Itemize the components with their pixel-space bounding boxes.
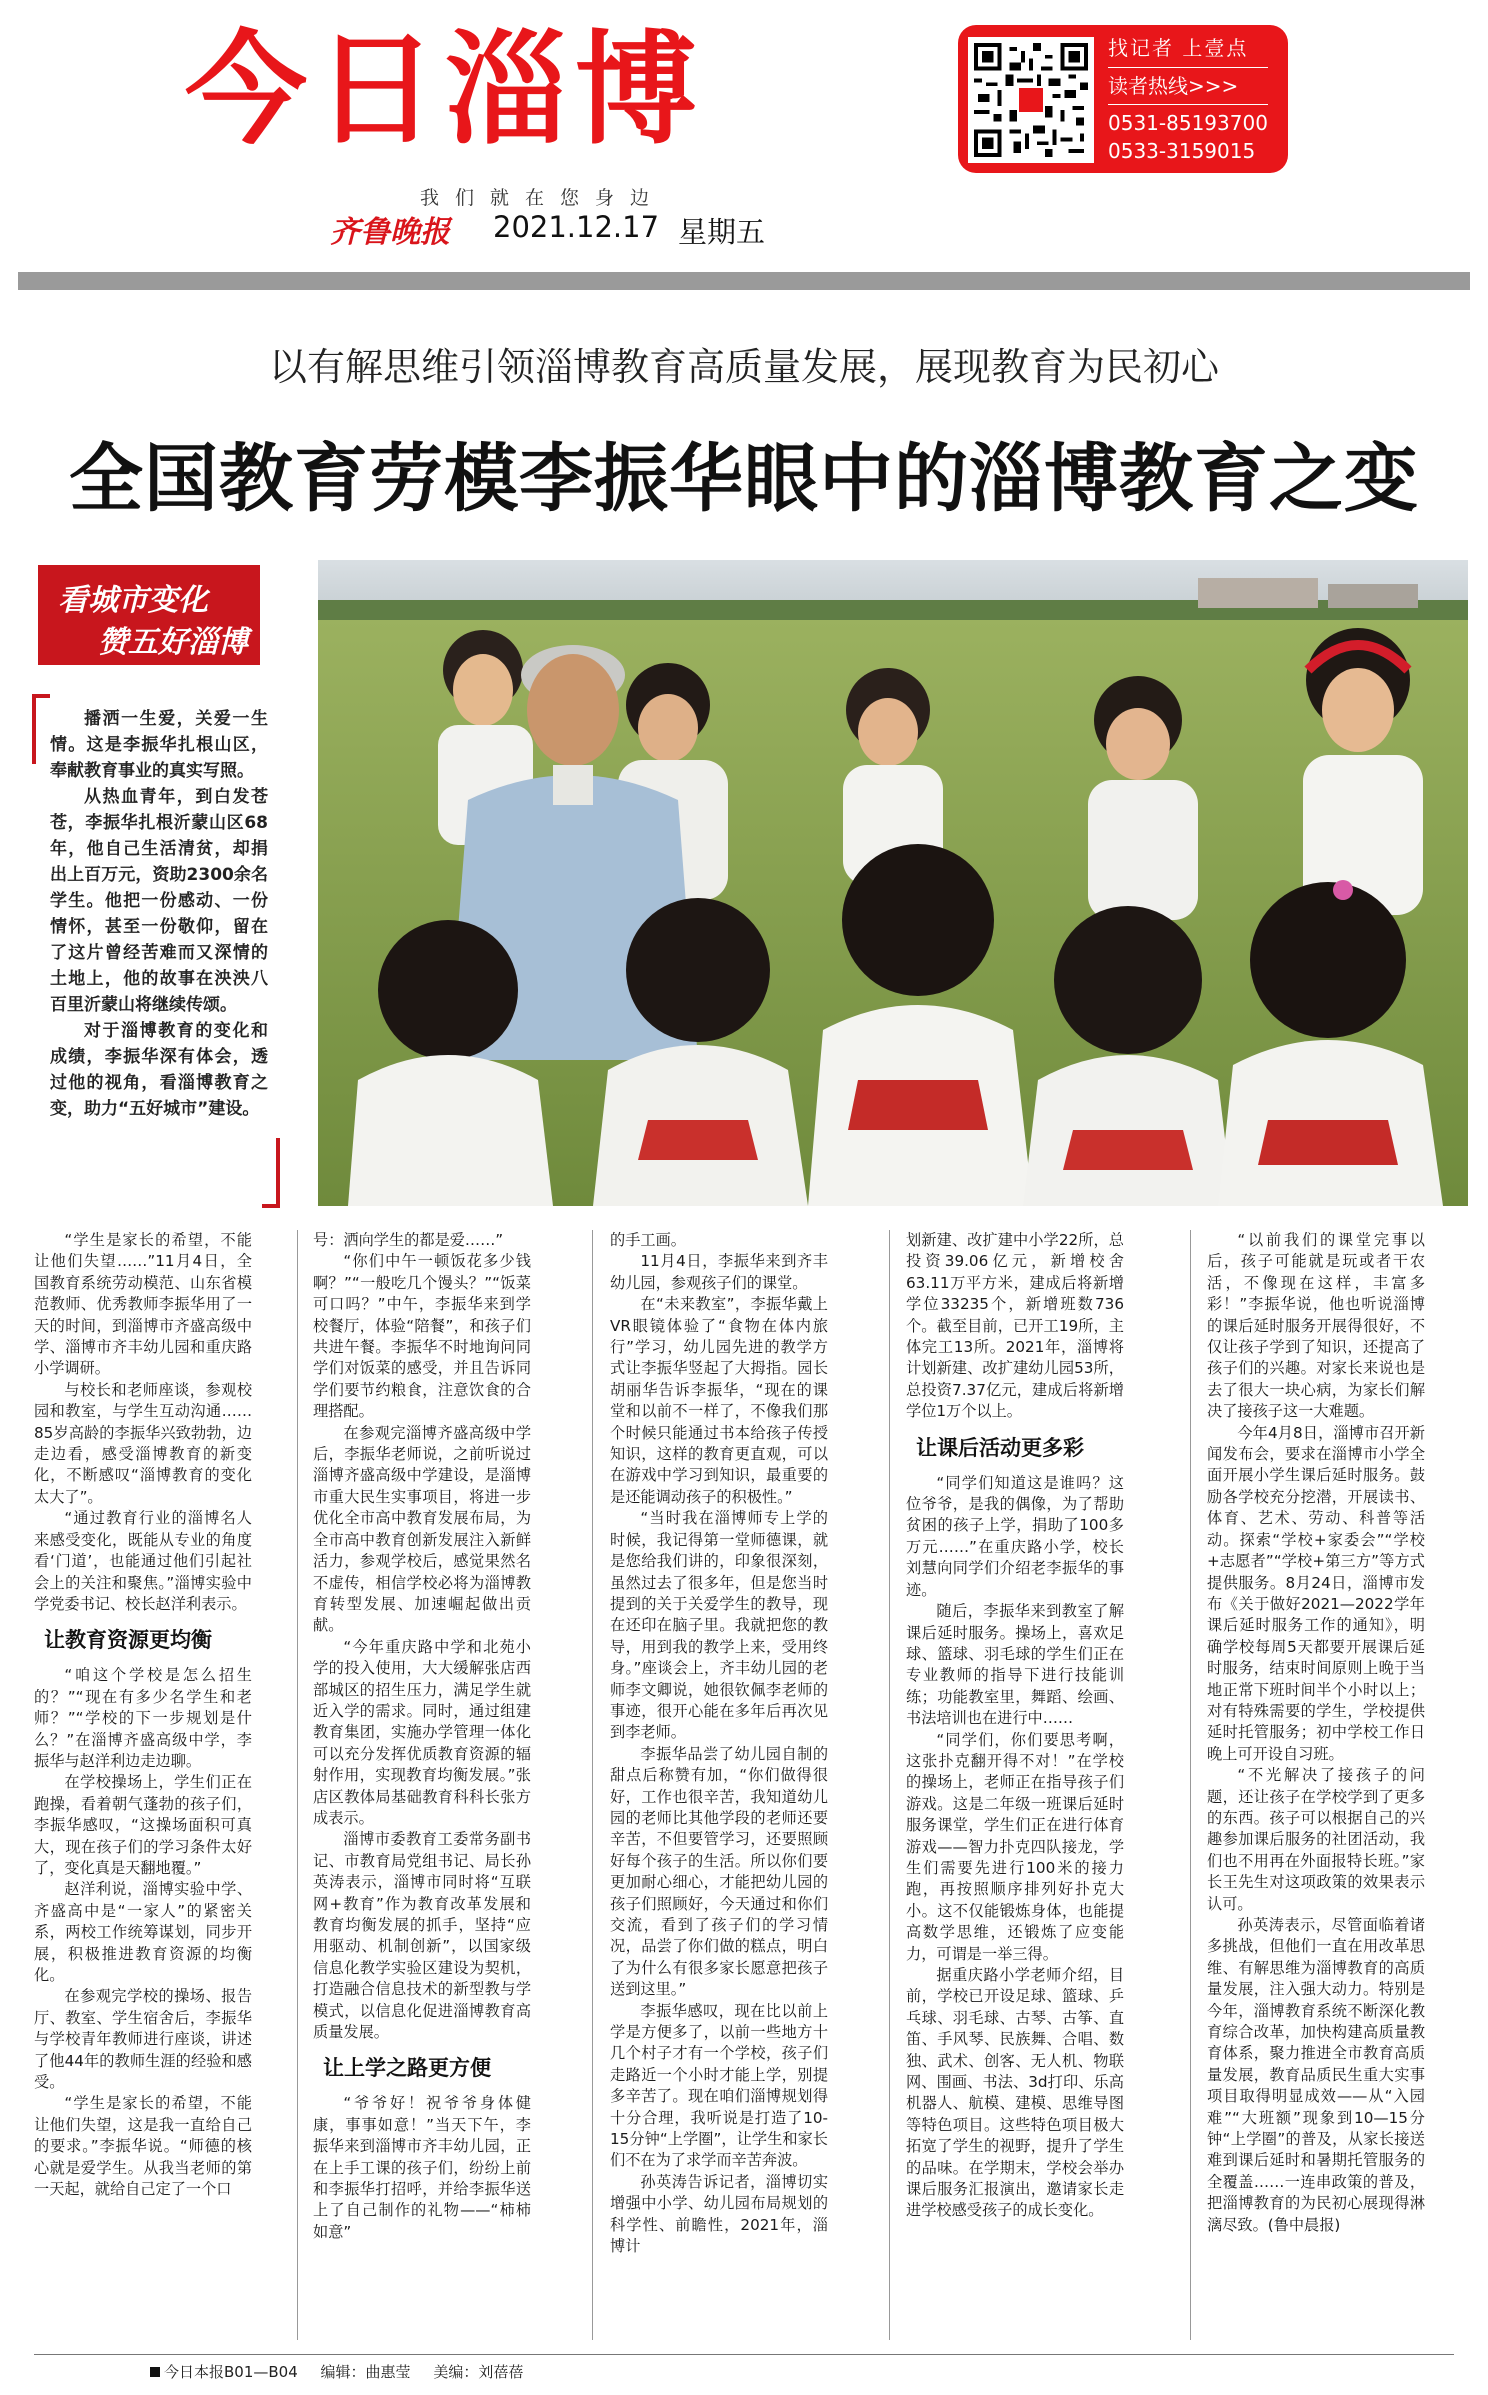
qr-code-icon[interactable] xyxy=(968,37,1094,163)
body-paragraph: 李振华感叹，现在比以前上学是方便多了，以前一些地方十几个村子才有一个学校，孩子们走路近一个小时才能上学，别提多辛苦了。现在咱们淄博规划得十分合理，我听说是打造了10-15分钟“上学圈”，让学生和家长们不在为了求学而辛苦奔波。 xyxy=(610,2001,828,2170)
body-paragraph: “以前我们的课堂完事以后，孩子可能就是玩或者干农活，不像现在这样，丰富多彩！”李振华说，他也听说淄博的课后延时服务开展得很好，不仅让孩子学到了知识，还提高了孩子们的兴趣。对家长来说也是去了很大一块心病，为家长们解决了接孩子这一大难题。 xyxy=(1207,1231,1425,1421)
masthead-tagline: 我们就在您身边 xyxy=(420,187,666,209)
section-heading: 让教育资源更均衡 xyxy=(44,1628,212,1653)
bracket-bottom-right xyxy=(262,1138,280,1208)
section-heading: 让上学之路更方便 xyxy=(323,2056,491,2081)
body-paragraph: 据重庆路小学老师介绍，目前，学校已开设足球、篮球、乒乓球、羽毛球、古琴、古筝、直笛、手风琴、民族舞、合唱、数独、武术、创客、无人机、物联网、围画、书法、3d打印、乐高机器人、航模、建模、思维导图等特色项目。这些特色项目极大拓宽了学生的视野，提升了学生的品味。在学期末，学校会举办课后服务汇报演出，邀请家长走进学校感受孩子的成长变化。 xyxy=(906,1966,1124,2220)
body-paragraph: “今年重庆路中学和北苑小学的投入使用，大大缓解张店西部城区的招生压力，满足学生就近入学的需求。同时，通过组建教育集团，实施办学管理一体化可以充分发挥优质教育资源的辐射作用，实现教育均衡发展。”张店区教体局基础教育科科长张方成表示。 xyxy=(313,1637,531,1827)
body-paragraph: “学生是家长的希望，不能让他们失望……”11月4日，全国教育系统劳动模范、山东省模范教师、优秀教师李振华用了一天的时间，到淄博市齐盛高级中学、淄博市齐丰幼儿园和重庆路小学调研。 xyxy=(34,1231,252,1378)
bracket-top-left xyxy=(32,694,50,764)
footer-rule xyxy=(34,2354,1454,2355)
issue-date: 2021.12.17 xyxy=(493,210,660,244)
body-paragraph: 今年4月8日，淄博市召开新闻发布会，要求在淄博市小学全面开展小学生课后延时服务。鼓励各学校充分挖潜，开展读书、体育、艺术、劳动、科普等活动。探索“学校+家委会”“学校+志愿者”“学校+第三方”等方式提供服务。8月24日，淄博市发布《关于做好2021—2022学年课后延时服务工作的通知》，明确学校每周5天都要开展课后延时服务，结束时间原则上晚于当地正常下班时间半个小时以上；对有特殊需要的学生，学校提供延时托管服务；初中学校工作日晚上可开设自习班。 xyxy=(1207,1423,1425,1763)
hotline-phone-1[interactable]: 0531-85193700 xyxy=(1108,111,1268,135)
body-paragraph: “不光解决了接孩子的问题，还让孩子在学校学到了更多的东西。孩子可以根据自己的兴趣参加课后服务的社团活动，我们也不用再在外面报特长班。”家长王先生对这项政策的效果表示认可。 xyxy=(1207,1766,1425,1913)
footer-pages: 今日本报B01—B04 xyxy=(164,2363,298,2381)
body-paragraph: 淄博市委教育工委常务副书记、市教育局党组书记、局长孙英涛表示，淄博市同时将“互联网+教育”作为教育改革发展和教育均衡发展的抓手，坚持“应用驱动、机制创新”，以国家级信息化教学实验区建设为契机，打造融合信息技术的新型教与学模式，以信息化促进淄博教育高质量发展。 xyxy=(313,1830,531,2042)
hotline-box xyxy=(958,25,1288,173)
body-paragraph: “同学们，你们要思考啊，这张扑克翻开得不对！”在学校的操场上，老师正在指导孩子们游戏。这是二年级一班课后延时服务课堂，学生们正在进行体育游戏——智力扑克四队接龙，学生们需要先进行100米的接力跑，再按照顺序排列好扑克大小。这不仅能锻炼身体，也能提高数学思维，还锻炼了应变能力，可谓是一举三得。 xyxy=(906,1730,1124,1963)
news-photo xyxy=(318,560,1468,1206)
body-paragraph: “爷爷好！祝爷爷身体健康，事事如意！”当天下午，李振华来到淄博市齐丰幼儿园，正在上手工课的孩子们，纷纷上前和李振华打招呼，并给李振华送上了自己制作的礼物——“柿柿如意” xyxy=(313,2094,531,2241)
badge-line-2: 赞五好淄博 xyxy=(98,625,248,660)
hotline-divider xyxy=(1108,104,1268,105)
body-paragraph: 孙英涛告诉记者，淄博切实增强中小学、幼儿园布局规划的科学性、前瞻性，2021年，淄博计 xyxy=(610,2172,828,2256)
column-divider xyxy=(889,1230,890,2340)
column-divider xyxy=(1190,1230,1191,2340)
intro-paragraph: 从热血青年，到白发苍苍，李振华扎根沂蒙山区68年，他自己生活清贫，却捐出上百万元，资助2300余名学生。他把一份感动、一份情怀，甚至一份敬仰，留在了这片曾经苦难而又深情的土地上，他的故事在泱泱八百里沂蒙山将继续传颂。 xyxy=(50,787,268,1015)
intro-paragraph: 播洒一生爱，关爱一生情。这是李振华扎根山区，奉献教育事业的真实写照。 xyxy=(50,709,268,781)
article-column-2 xyxy=(313,1230,531,2243)
article-column-3 xyxy=(610,1230,828,2258)
article-column-5 xyxy=(1207,1230,1425,2236)
body-paragraph: “学生是家长的希望，不能让他们失望，这是我一直给自己的要求。”李振华说。“师德的核心就是爱学生。从我当老师的第一天起，就给自己定了一个口 xyxy=(34,2094,252,2199)
column-divider xyxy=(297,1230,298,2340)
body-paragraph: 11月4日，李振华来到齐丰幼儿园，参观孩子们的课堂。 xyxy=(610,1252,828,1292)
column-badge xyxy=(38,565,260,665)
article-headline: 全国教育劳模李振华眼中的淄博教育之变 xyxy=(69,436,1419,522)
body-paragraph: 与校长和老师座谈，参观校园和教室，与学生互动沟通……85岁高龄的李振华兴致勃勃，边走边看，感受淄博教育的新变化，不断感叹“淄博教育的变化太大了”。 xyxy=(34,1380,252,1506)
body-paragraph: 在参观完学校的操场、报告厅、教室、学生宿舍后，李振华与学校青年教师进行座谈，讲述了他44年的教师生涯的经验和感受。 xyxy=(34,1987,252,2092)
body-paragraph: 随后，李振华来到教室了解课后延时服务。操场上，喜欢足球、篮球、羽毛球的学生们正在专业教师的指导下进行技能训练；功能教室里，舞蹈、绘画、书法培训也在进行中…… xyxy=(906,1602,1124,1728)
body-paragraph: “通过教育行业的淄博名人来感受变化，既能从专业的角度看‘门道’，也能通过他们引起社会上的关注和聚焦。”淄博实验中学党委书记、校长赵洋利表示。 xyxy=(34,1509,252,1613)
hotline-label: 读者热线>>> xyxy=(1108,74,1239,98)
body-paragraph: 在学校操场上，学生们正在跑操，看着朝气蓬勃的孩子们，李振华感叹，“这操场面积可真大，现在孩子们的学习条件太好了，变化真是天翻地覆。” xyxy=(34,1773,252,1877)
body-paragraph: “同学们知道这是谁吗？这位爷爷，是我的偶像，为了帮助贫困的孩子上学，捐助了100多万元……”在重庆路小学，校长刘慧向同学们介绍老李振华的事迹。 xyxy=(906,1473,1124,1599)
body-paragraph: 划新建、改扩建中小学22所，总投资39.06亿元，新增校舍63.11万平方米，建成后将新增学位33235个，新增班数736个。截至目前，已开工19所，主体完工13所。2021年，淄博将计划新建、改扩建幼儿园53所，总投资7.37亿元，建成后将新增学位1万个以上。 xyxy=(906,1231,1124,1421)
footer-editor: 编辑：曲惠莹 xyxy=(320,2363,411,2381)
footer-designer: 美编：刘蓓蓓 xyxy=(433,2363,524,2381)
body-paragraph: “当时我在淄博师专上学的时候，我记得第一堂师德课，就是您给我们讲的，印象很深刻，虽然过去了很多年，但是您当时提到的关于关爱学生的教导，现在还印在脑子里。我就把您的教导，用到我的教学上来，受用终身。”座谈会上，齐丰幼儿园的老师李文卿说，她很钦佩李老师的事迹，很开心能在多年后再次见到李老师。 xyxy=(610,1509,828,1742)
hotline-divider xyxy=(1108,67,1268,68)
body-paragraph: 李振华品尝了幼儿园自制的甜点后称赞有加，“你们做得很好，工作也很辛苦，我知道幼儿园的老师比其他学段的老师还要辛苦，不但要管学习，还要照顾好每个孩子的生活。所以你们要更加耐心细心，才能把幼儿园的孩子们照顾好，今天通过和你们交流，看到了孩子们的学习情况，品尝了你们做的糕点，明白了为什么有很多家长愿意把孩子送到这里。” xyxy=(610,1744,828,1999)
column-divider xyxy=(592,1230,593,2340)
article-column-1 xyxy=(34,1230,252,2200)
intro-text xyxy=(50,706,268,1122)
badge-line-1: 看城市变化 xyxy=(58,583,208,618)
article-column-4 xyxy=(906,1230,1124,2222)
intro-paragraph: 对于淄博教育的变化和成绩，李振华深有体会，透过他的视角，看淄博教育之变，助力“五好城市”建设。 xyxy=(50,1021,268,1119)
footer-square-icon xyxy=(150,2367,160,2377)
masthead-title: 今日淄博 xyxy=(185,19,705,161)
body-paragraph: 的手工画。 xyxy=(610,1231,686,1249)
body-paragraph: 号：洒向学生的都是爱……” xyxy=(313,1231,504,1249)
masthead-divider-bar xyxy=(18,272,1470,290)
body-paragraph: “咱这个学校是怎么招生的？”“现在有多少名学生和老师？”“学校的下一步规划是什么？”在淄博齐盛高级中学，李振华与赵洋利边走边聊。 xyxy=(34,1666,252,1770)
body-paragraph: 在参观完淄博齐盛高级中学后，李振华老师说，之前听说过淄博齐盛高级中学建设，是淄博市重大民生实事项目，将进一步优化全市高中教育发展布局，为全市高中教育创新发展注入新鲜活力，参观学校后，感觉果然名不虚传，相信学校必将为淄博教育转型发展、加速崛起做出贡献。 xyxy=(313,1423,531,1635)
body-paragraph: 孙英涛表示，尽管面临着诸多挑战，但他们一直在用改革思维、有解思维为淄博教育的高质量发展，注入强大动力。特别是今年，淄博教育系统不断深化教育综合改革，加快构建高质量教育体系，聚力推进全市教育高质量发展，教育品质民生重大实事项目取得明显成效——从“入园难”“大班额”现象到10—15分钟“上学圈”的普及，从家长接送难到课后延时和暑期托管服务的全覆盖……一连串政策的普及，把淄博教育的为民初心展现得淋漓尽致。(鲁中晨报) xyxy=(1207,1916,1425,2234)
page-footer xyxy=(150,2361,541,2382)
issue-weekday: 星期五 xyxy=(678,215,766,249)
article-kicker: 以有解思维引领淄博教育高质量发展，展现教育为民初心 xyxy=(268,345,1219,389)
section-heading: 让课后活动更多彩 xyxy=(916,1435,1084,1460)
body-paragraph: “你们中午一顿饭花多少钱啊？”“一般吃几个馒头？”“饭菜可口吗？”中午，李振华来到学校餐厅，体验“陪餐”，和孩子们共进午餐。李振华不时地询问同学们对饭菜的感受，并且告诉同学们要节约粮食，注意饮食的合理搭配。 xyxy=(313,1252,531,1421)
paper-logo: 齐鲁晚报 xyxy=(330,215,450,250)
hotline-slogan: 找记者 上壹点 xyxy=(1108,36,1249,60)
hotline-text xyxy=(1108,33,1268,165)
hotline-phone-2[interactable]: 0533-3159015 xyxy=(1108,139,1256,163)
body-paragraph: 在“未来教室”，李振华戴上VR眼镜体验了“食物在体内旅行”学习，幼儿园先进的教学方式让李振华竖起了大拇指。园长胡丽华告诉李振华，“现在的课堂和以前不一样了，不像我们那个时候只能通过书本给孩子传授知识，这样的教育更直观，可以在游戏中学习到知识，最重要的是还能调动孩子的积极性。” xyxy=(610,1295,828,1506)
body-paragraph: 赵洋利说，淄博实验中学、齐盛高中是“一家人”的紧密关系，两校工作统筹谋划，同步开展，积极推进教育资源的均衡化。 xyxy=(34,1880,252,1984)
intro-box xyxy=(32,694,280,1208)
